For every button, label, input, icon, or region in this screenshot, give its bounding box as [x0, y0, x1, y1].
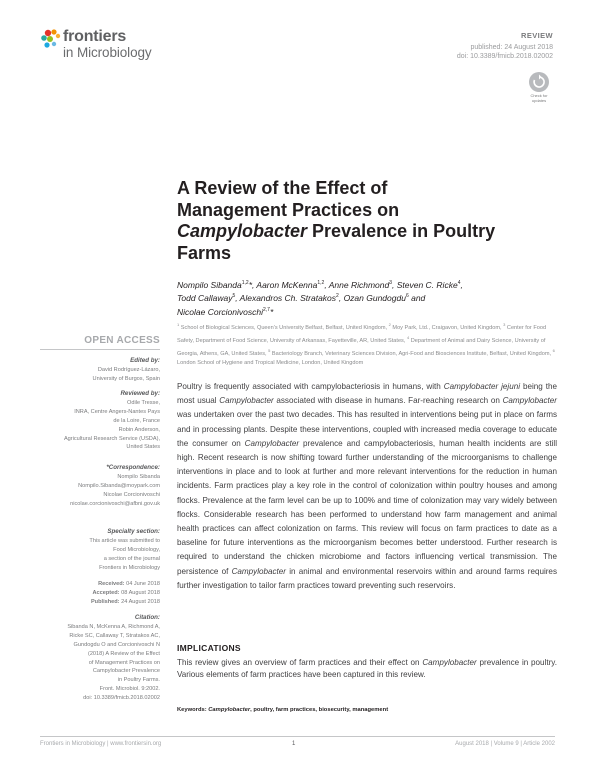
affiliation-sup: 4 [406, 335, 410, 341]
implications-heading: IMPLICATIONS [177, 643, 241, 653]
footer-journal-link[interactable]: Frontiers in Microbiology | www.frontiersin.org [40, 741, 162, 747]
doi-link[interactable]: doi: 10.3389/fmicb.2018.02002 [456, 53, 553, 60]
logo-word-frontiers: frontiers [63, 28, 127, 45]
frontiers-logo-icon [38, 26, 64, 52]
reviewed-lines [40, 399, 160, 452]
sidebar-line: Campylobacter Prevalence [92, 668, 160, 675]
updates-icon [529, 72, 549, 92]
updates-label: Check for updates [530, 93, 548, 103]
sidebar-line: nicolae.corcionivoschi@afbni.gov.uk [70, 500, 160, 507]
footer-divider [40, 736, 555, 737]
author-affil-sup: 4 [457, 280, 461, 286]
author-affil-sup: 2 [336, 293, 339, 300]
published-date: published: 24 August 2018 [470, 44, 553, 51]
sidebar-line: Frontiers in Microbiology [99, 564, 160, 571]
author-name[interactable]: Anne Richmond [328, 279, 390, 290]
affiliation-text: School of Biological Sciences, Queen's University Belfast, Belfast, United Kingdom, [179, 324, 389, 331]
reviewed-by-block: Reviewed by: Odile Tresse, INRA, Centre Angers-Nantes Pays de la Loire, France Robin Anderson, Agricultural Research Service (USDA), United States [40, 390, 160, 452]
author-name[interactable]: Steven C. Ricke [396, 279, 458, 290]
sidebar-line: Nicolae Corcionivoschi [103, 491, 160, 498]
specialty-lines [40, 537, 160, 573]
sidebar-line: Ricke SC, Callaway T, Stratakos AC, [69, 632, 160, 639]
affiliation-sup: 6 [552, 348, 555, 354]
author-name[interactable]: Nompilo Sibanda [177, 279, 242, 290]
citation-block: Citation: Sibanda N, McKenna A, Richmond A, Ricke SC, Callaway T, Stratakos AC, Gundogdu O and Corcionivoschi N (2018) A Review of the Effect of Management Practices on Campylobacter Prevalence in Poultry Farms. Front. Microbiol. 9:2002. doi: 10.3389/fmicb.2018.02002 [40, 614, 160, 703]
abstract: Poultry is frequently associated with campylobacteriosis in humans, with Campylobacter jejuni being the most usual Campylobacter associated with disease in humans. Far-reaching research on Campylobacter was undertaken over the past two decades. This has resulted in interventions being put in place on farms and in processing plants. Despite these interventions, coupled with increased media coverage to educate the consumer on Campylobacter prevalence and campylobacteriosis, human health incidents are still high. Recent research is now shifting toward further understanding of the microorganisms to challenge interventions in place and to look at further and more relevant interventions for the reduction in human incidents. Farm practices play a key role in the control of colonization within poultry houses and among flocks. Prevalence at the farm level can be up to 100% and time of colonization may vary widely between flocks. Considerable research has been performed to understand how farm management and animal health practices can affect colonization on farms. This review will focus on farm practices to date as a baseline for future interventions as the microorganism becomes better understood. Further research is required to understand the chicken microbiome and factors influencing vertical transmission. The persistence of Campylobacter in animal and environmental reservoirs within and around farms requires further investigation to tailor farm practices toward preventing such reservoirs. [177, 382, 558, 590]
implications-text: This review gives an overview of farm practices and their effect on Campylobacter prevalence in poultry. Various elements of farm practices have been captured in this review. [177, 658, 557, 679]
affiliation-text: Center for Food Safety, Department of Food Science, University of Arkansas, Fayetteville, AR, United States, [177, 324, 547, 344]
dates-block: Received: 04 June 2018 Accepted: 08 August 2018 Published: 24 August 2018 [90, 581, 160, 605]
article-title: A Review of the Effect of Management Practices on Campylobacter Prevalence in Poultry Farms [177, 178, 496, 263]
affiliation-text: Bacteriology Branch, Veterinary Sciences Division, Agri-Food and Biosciences Institute, Belfast, United Kingdom, [270, 350, 553, 357]
author-name[interactable]: Nicolae Corcionivoschi [177, 306, 263, 317]
author-affil-sup: 6 [405, 293, 409, 300]
sidebar-line: Front. Microbiol. 9:2002. [99, 686, 160, 693]
edited-lines [40, 366, 160, 384]
sidebar-line: Odile Tresse, [127, 399, 160, 406]
keywords: Keywords: Campylobacter, poultry, farm practices, biosecurity, management [177, 707, 389, 713]
author-affil-sup: 3 [389, 280, 392, 286]
sidebar-line: Food Microbiology, [113, 546, 160, 553]
sidebar-line: Agricultural Research Service (USDA), [63, 435, 160, 442]
sidebar-line: United States [126, 444, 160, 451]
affiliation-text: Department of Animal and Dairy Science, University of Georgia, Athens, GA, United States, [177, 337, 546, 357]
sidebar-line: Nompilo Sibanda [117, 473, 160, 480]
divider [40, 349, 160, 350]
correspondence-lines[interactable] [40, 473, 160, 509]
sidebar-line: (2018) A Review of the Effect [87, 650, 160, 657]
author-affil-sup: 1,2 [317, 280, 325, 286]
check-for-updates-badge[interactable] [524, 72, 554, 108]
specialty-section-block: Specialty section: This article was submitted to Food Microbiology, a section of the journal Frontiers in Microbiology [40, 528, 160, 573]
affiliation-sup: 5 [268, 348, 271, 354]
sidebar-line: of Management Practices on [88, 659, 160, 666]
citation-lines [40, 623, 160, 703]
author-affil-sup: 5 [232, 293, 236, 300]
author-name[interactable]: Alexandros Ch. Stratakos [239, 293, 337, 304]
sidebar-line: Gundogdu O and Corcionivoschi N [73, 641, 160, 648]
sidebar-line: Robin Anderson, [118, 426, 160, 433]
affiliation-text: London School of Hygiene and Tropical Medicine, London, United Kingdom [177, 360, 364, 367]
open-access-label: OPEN ACCESS [84, 335, 160, 346]
author-name[interactable]: Ozan Gundogdu [343, 293, 406, 304]
journal-logo [38, 26, 178, 66]
article-type: REVIEW [521, 31, 553, 40]
author-name[interactable]: Todd Callaway [177, 293, 233, 304]
sidebar-line: Sibanda N, McKenna A, Richmond A, [67, 623, 160, 630]
affiliation-text: Moy Park, Ltd., Craigavon, United Kingdom, [390, 324, 504, 331]
sidebar-line: This article was submitted to [89, 537, 160, 544]
author-affil-sup: 2,7 [262, 306, 270, 313]
sidebar-line: Nompilo.Sibanda@moypark.com [78, 482, 160, 489]
sidebar-line: David Rodríguez-Lázaro, [97, 366, 160, 373]
sidebar-line: in Poultry Farms. [117, 677, 160, 684]
correspondence-block: *Correspondence: Nompilo Sibanda Nompilo.Sibanda@moypark.com Nicolae Corcionivoschi nicolae.corcionivoschi@afbni.gov.uk [40, 464, 160, 509]
footer-issue-info: August 2018 | Volume 9 | Article 2002 [455, 741, 555, 747]
page-number: 1 [292, 741, 296, 747]
sidebar-line: University of Burgos, Spain [92, 375, 160, 382]
affiliation-sup: 1 [177, 322, 180, 327]
sidebar-line: a section of the journal [103, 555, 160, 562]
author-affil-sup: 1,2 [241, 280, 249, 286]
affiliation-sup: 2 [388, 322, 391, 327]
author-name[interactable]: Aaron McKenna [256, 279, 318, 290]
author-list: Nompilo Sibanda$^{1,2}$*, Aaron McKenna$^{1,2}$, Anne Richmond$^3$, Steven C. Ricke$^4$, Todd Callaway$^5$, Alexandros Ch. Stratakos$^2$, Ozan Gundogdu$^6$ and Nicolae Corcionivoschi$^{2,7}$* [177, 279, 463, 317]
logo-word-journal: in Microbiology [63, 45, 152, 60]
sidebar-line: de la Loire, France [113, 417, 160, 424]
affiliations [177, 320, 557, 368]
affiliation-sup: 3 [503, 322, 506, 327]
sidebar-line: doi: 10.3389/fmicb.2018.02002 [83, 695, 160, 702]
edited-by-block: Edited by: David Rodríguez-Lázaro, University of Burgos, Spain [40, 357, 160, 384]
sidebar-line: INRA, Centre Angers-Nantes Pays [74, 408, 160, 415]
